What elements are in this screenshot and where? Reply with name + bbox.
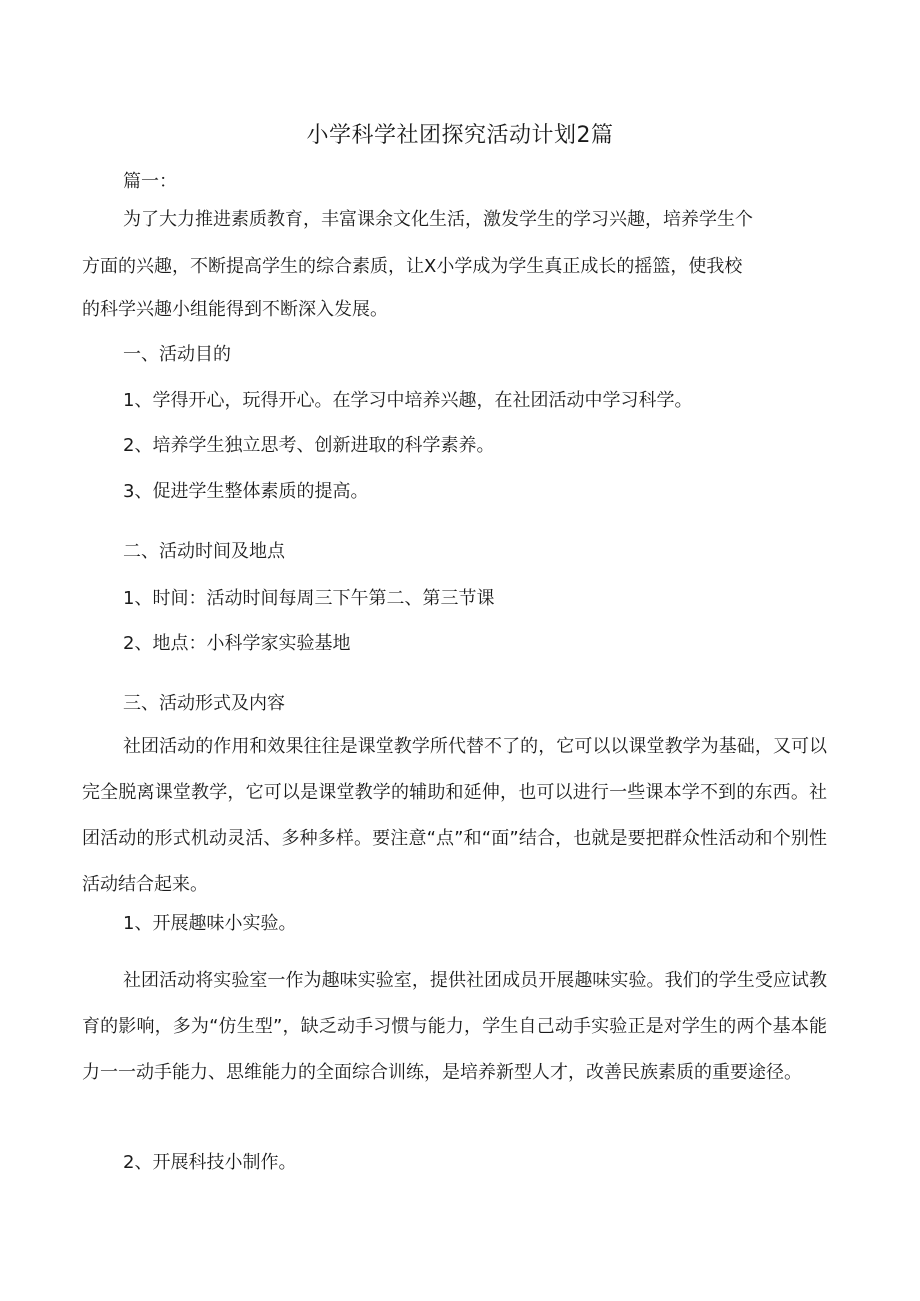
intro-line-2: 方面的兴趣，不断提高学生的综合素质，让X小学成为学生真正成长的摇篮，使我校 (82, 256, 743, 277)
subheading-tech-making: 2、开展科技小制作。 (123, 1152, 297, 1173)
goal-item-2: 2、培养学生独立思考、创新进取的科学素养。 (123, 435, 495, 456)
goal-item-1: 1、学得开心，玩得开心。在学习中培养兴趣，在社团活动中学习科学。 (123, 390, 693, 411)
section-heading-time-place: 二、活动时间及地点 (123, 541, 285, 562)
section-heading-goals: 一、活动目的 (123, 344, 231, 365)
document-title: 小学科学社团探究活动计划2篇 (306, 123, 614, 148)
part-label: 篇一： (123, 171, 177, 192)
place-item: 2、地点：小科学家实验基地 (123, 633, 351, 654)
time-item: 1、时间：活动时间每周三下午第二、第三节课 (123, 588, 495, 609)
form-content-paragraph: 社团活动的作用和效果往往是课堂教学所代替不了的，它可以以课堂教学为基础，又可以完全脱离课堂教学，它可以是课堂教学的辅助和延伸，也可以进行一些课本学不到的东西。社团活动的形式机动灵活、多种多样。要注意“点”和“面”结合，也就是要把群众性活动和个别性活动结合起来。 (82, 736, 827, 895)
intro-line-1: 为了大力推进素质教育，丰富课余文化生活，激发学生的学习兴趣，培养学生个 (123, 209, 753, 230)
intro-line-3: 的科学兴趣小组能得到不断深入发展。 (82, 299, 388, 320)
experiments-paragraph: 社团活动将实验室一作为趣味实验室，提供社团成员开展趣味实验。我们的学生受应试教育的影响，多为“仿生型”，缺乏动手习惯与能力，学生自己动手实验正是对学生的两个基本能力一一动手能力、思维能力的全面综合训练，是培养新型人才，改善民族素质的重要途径。 (82, 970, 827, 1083)
section-heading-form-content: 三、活动形式及内容 (123, 693, 285, 714)
subheading-experiments: 1、开展趣味小实验。 (123, 913, 297, 934)
goal-item-3: 3、促进学生整体素质的提高。 (123, 481, 369, 502)
